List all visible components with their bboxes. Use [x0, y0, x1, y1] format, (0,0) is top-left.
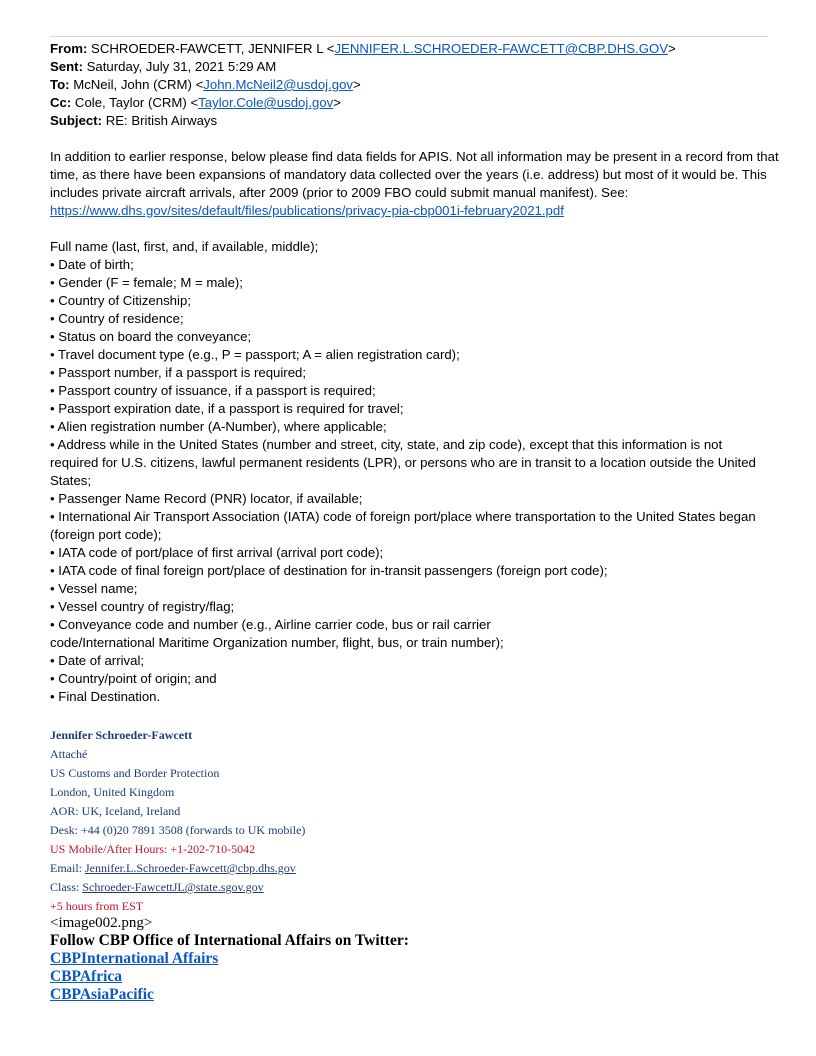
- sent-value: Saturday, July 31, 2021 5:29 AM: [86, 59, 277, 74]
- list-item: • IATA code of final foreign port/place of destination for in-transit passengers (foreign port code);: [50, 563, 608, 578]
- cc-email-link[interactable]: Taylor.Cole@usdoj.gov: [198, 95, 334, 110]
- subject-label: Subject:: [50, 113, 103, 128]
- signature-block: [50, 726, 650, 916]
- dhs-pia-link[interactable]: https://www.dhs.gov/sites/default/files/publications/privacy-pia-cbp001i-february2021.pdf: [50, 203, 564, 218]
- signature-org: US Customs and Border Protection: [50, 766, 220, 780]
- signature-email-line: [50, 859, 650, 878]
- signature-title: Attaché: [50, 747, 88, 761]
- list-item: • IATA code of port/place of first arrival (arrival port code);: [50, 545, 384, 560]
- list-item: • Final Destination.: [50, 689, 161, 704]
- list-items: [50, 256, 770, 706]
- follow-heading: Follow CBP Office of International Affairs on Twitter:: [50, 932, 409, 949]
- email-body: [50, 148, 780, 220]
- list-item: • Country/point of origin; and: [50, 671, 217, 686]
- email-header: [50, 40, 780, 130]
- list-item: • Country of Citizenship;: [50, 293, 191, 308]
- signature-class-label: Class:: [50, 880, 83, 894]
- list-item: • Conveyance code and number (e.g., Airline carrier code, bus or rail carrier: [50, 617, 491, 632]
- list-item: • Date of arrival;: [50, 653, 145, 668]
- list-item: • International Air Transport Association (IATA) code of foreign port/place where transportation to the United States began (foreign port code);: [50, 509, 756, 542]
- list-item: • Vessel country of registry/flag;: [50, 599, 235, 614]
- list-item: • Gender (F = female; M = male);: [50, 275, 243, 290]
- to-email-link[interactable]: John.McNeil2@usdoj.gov: [203, 77, 354, 92]
- list-item: • Address while in the United States (number and street, city, state, and zip code), except that this information is not required for U.S. citizens, lawful permanent residents (LPR), or persons who are in transit to a location outside the United States;: [50, 437, 756, 488]
- list-item: code/International Maritime Organization number, flight, bus, or train number);: [50, 635, 504, 650]
- cc-line: Cc: Cole, Taylor (CRM) <Taylor.Cole@usdoj.gov>: [50, 95, 341, 110]
- list-item: • Country of residence;: [50, 311, 184, 326]
- list-item: • Alien registration number (A-Number), where applicable;: [50, 419, 387, 434]
- signature-mobile: US Mobile/After Hours: +1-202-710-5042: [50, 842, 256, 856]
- sent-label: Sent:: [50, 59, 83, 74]
- signature-email-link[interactable]: Jennifer.L.Schroeder-Fawcett@cbp.dhs.gov: [85, 861, 296, 875]
- list-item: • Passenger Name Record (PNR) locator, if available;: [50, 491, 363, 506]
- to-label: To:: [50, 77, 70, 92]
- signature-aor: AOR: UK, Iceland, Ireland: [50, 804, 181, 818]
- list-item: • Vessel name;: [50, 581, 138, 596]
- header-divider: [50, 36, 768, 37]
- list-item: • Passport country of issuance, if a passport is required;: [50, 383, 376, 398]
- from-email-link[interactable]: JENNIFER.L.SCHROEDER-FAWCETT@CBP.DHS.GOV: [334, 41, 669, 56]
- twitter-link-international-affairs[interactable]: CBPInternational Affairs: [50, 950, 219, 967]
- signature-class-link[interactable]: Schroeder-FawcettJL@state.sgov.gov: [82, 880, 264, 894]
- signature-location: London, United Kingdom: [50, 785, 175, 799]
- footer: [50, 914, 650, 1004]
- cc-label: Cc:: [50, 95, 72, 110]
- from-line: From: SCHROEDER-FAWCETT, JENNIFER L <JENNIFER.L.SCHROEDER-FAWCETT@CBP.DHS.GOV>: [50, 41, 676, 56]
- to-line: To: McNeil, John (CRM) <John.McNeil2@usdoj.gov>: [50, 77, 361, 92]
- signature-email-label: Email:: [50, 861, 85, 875]
- signature-timezone: +5 hours from EST: [50, 899, 144, 913]
- list-item: • Passport number, if a passport is required;: [50, 365, 307, 380]
- signature-class-line: [50, 878, 650, 897]
- list-item: • Passport expiration date, if a passport is required for travel;: [50, 401, 404, 416]
- body-paragraph: In addition to earlier response, below please find data fields for APIS. Not all information may be present in a record from that time, as there have been expansions of mandatory data collected over the years (i.e. address) but most of it would be. This includes private aircraft arrivals, after 2009 (prior to 2009 FBO could submit manual manifest). See:: [50, 149, 779, 200]
- list-item: • Date of birth;: [50, 257, 134, 272]
- from-label: From:: [50, 41, 88, 56]
- sent-line: [50, 58, 780, 76]
- image-placeholder: <image002.png>: [50, 915, 153, 931]
- subject-line: [50, 112, 780, 130]
- subject-value: RE: British Airways: [105, 113, 218, 128]
- from-name: SCHROEDER-FAWCETT, JENNIFER L: [91, 41, 324, 56]
- list-item: • Travel document type (e.g., P = passport; A = alien registration card);: [50, 347, 460, 362]
- apis-fields-list: [50, 238, 770, 706]
- signature-name: Jennifer Schroeder-Fawcett: [50, 728, 193, 742]
- to-name: McNeil, John (CRM): [73, 77, 192, 92]
- cc-name: Cole, Taylor (CRM): [74, 95, 187, 110]
- list-intro: Full name (last, first, and, if available, middle);: [50, 239, 319, 254]
- twitter-link-africa[interactable]: CBPAfrica: [50, 968, 123, 985]
- signature-desk: Desk: +44 (0)20 7891 3508 (forwards to UK mobile): [50, 823, 306, 837]
- list-item: • Status on board the conveyance;: [50, 329, 252, 344]
- twitter-link-asia-pacific[interactable]: CBPAsiaPacific: [50, 986, 154, 1003]
